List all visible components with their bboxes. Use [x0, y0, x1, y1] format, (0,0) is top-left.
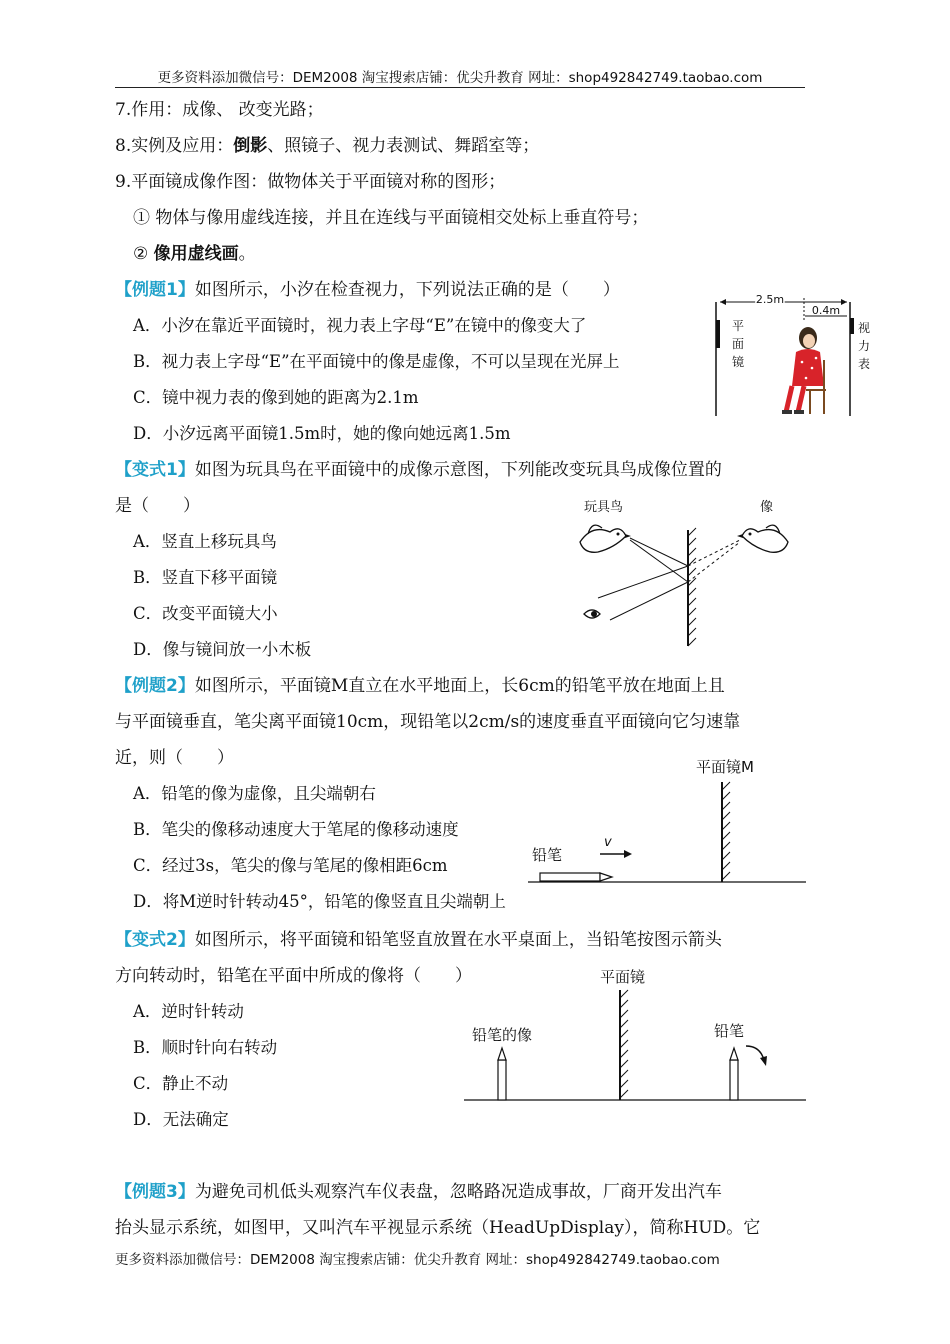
pencil-vertical-icon	[730, 1048, 738, 1100]
example-2-figure	[520, 750, 810, 890]
mirror-char-3: 镜	[732, 355, 745, 369]
bird-image-icon	[737, 525, 788, 552]
rule-2-marker: ②	[133, 244, 154, 264]
example-1-question: 如图所示，小汐在检查视力，下列说法正确的是（ ）	[194, 280, 620, 300]
example-2-option-b: B．笔尖的像移动速度大于笔尾的像移动速度	[133, 820, 459, 839]
item-9-rule-1: ① 物体与像用虚线连接，并且在连线与平面镜相交处标上垂直符号；	[133, 208, 649, 228]
example-1-tag: 【例题1】	[115, 280, 195, 300]
image-label: 像	[760, 500, 774, 515]
page-header: 更多资料添加微信号：DEM2008 淘宝搜索店铺：优尖升教育 网址：shop492842749.taobao.com	[157, 70, 763, 86]
mirror-m-label: 平面镜M	[696, 758, 754, 776]
pencil-horizontal-icon	[540, 873, 612, 881]
eye-icon	[584, 610, 600, 618]
item-8-rest: 、照镜子、视力表测试、舞蹈室等；	[267, 136, 540, 156]
example-3-stem	[115, 1180, 722, 1204]
mirror-char-2: 面	[732, 337, 745, 351]
example-1-option-b: B．视力表上字母“E”在平面镜中的像是虚像，不可以呈现在光屏上	[133, 352, 620, 371]
dist-25-label: 2.5m	[755, 293, 785, 306]
example-1-option-d: D．小汐远离平面镜1.5m时，她的像向她远离1.5m	[133, 424, 511, 443]
example-3-tag: 【例题3】	[115, 1182, 195, 1202]
dist-04-label: 0.4m	[811, 304, 841, 317]
example-2-stem-2: 与平面镜垂直，笔尖离平面镜10cm，现铅笔以2cm/s的速度垂直平面镜向它匀速靠	[115, 712, 741, 732]
item-7: 7.作用：成像、 改变光路；	[115, 100, 324, 120]
example-3-line-1: 为避免司机低头观察汽车仪表盘，忽略路况造成事故，厂商开发出汽车	[194, 1182, 722, 1202]
variant-2-option-d: D．无法确定	[133, 1110, 229, 1129]
variant-2-option-b: B．顺时针向右转动	[133, 1038, 278, 1057]
pencil-image-label: 铅笔的像	[472, 1026, 533, 1044]
example-2-option-d: D．将M逆时针转动45°，铅笔的像竖直且尖端朝上	[133, 892, 506, 911]
example-1-option-a: A．小汐在靠近平面镜时，视力表上字母“E”在镜中的像变大了	[133, 316, 587, 335]
variant-1-stem-2: 是（ ）	[115, 496, 200, 516]
example-1-option-c: C．镜中视力表的像到她的距离为2.1m	[133, 388, 419, 407]
variant-1-stem	[115, 458, 722, 482]
example-2-option-a: A．铅笔的像为虚像，且尖端朝右	[133, 784, 376, 803]
item-8-bold: 倒影	[233, 136, 268, 156]
chart-char-3: 表	[858, 357, 871, 371]
example-2-question-1: 如图所示，平面镜M直立在水平地面上，长6cm的铅笔平放在地面上且	[194, 676, 725, 696]
example-3-line-2: 抬头显示系统，如图甲，又叫汽车平视显示系统（HeadUpDisplay），简称HUD。它	[115, 1218, 761, 1238]
example-2-option-c: C．经过3s，笔尖的像与笔尾的像相距6cm	[133, 856, 448, 875]
example-2-tag: 【例题2】	[115, 676, 195, 696]
example-2-stem-3: 近，则（ ）	[115, 748, 234, 768]
variant-1-tag: 【变式1】	[115, 460, 195, 480]
item-9: 9.平面镜成像作图：做物体关于平面镜对称的图形；	[115, 172, 506, 192]
pencil-image-icon	[498, 1048, 506, 1100]
example-1-stem	[115, 278, 620, 302]
variant-2-question-1: 如图所示，将平面镜和铅笔竖直放置在水平桌面上，当铅笔按图示箭头	[194, 930, 722, 950]
example-1-figure	[712, 290, 880, 420]
variant-1-option-b: B．竖直下移平面镜	[133, 568, 278, 587]
pencil-label-2: 铅笔	[714, 1022, 745, 1040]
rule-2-bold: 像用虚线画	[153, 244, 239, 264]
variant-1-option-a: A．竖直上移玩具鸟	[133, 532, 277, 551]
variant-1-figure	[570, 494, 800, 664]
mirror-char-1: 平	[732, 319, 745, 333]
variant-2-tag: 【变式2】	[115, 930, 195, 950]
velocity-label: v	[604, 835, 612, 850]
item-9-rule-2	[133, 242, 256, 266]
variant-1-option-d: D．像与镜间放一小木板	[133, 640, 312, 659]
item-8	[115, 134, 539, 158]
example-2-stem	[115, 674, 725, 698]
rule-2-end: 。	[238, 244, 256, 264]
variant-2-stem	[115, 928, 722, 952]
plane-mirror-label: 平面镜	[600, 968, 646, 986]
variant-1-option-c: C．改变平面镜大小	[133, 604, 278, 623]
variant-1-question-1: 如图为玩具鸟在平面镜中的成像示意图，下列能改变玩具鸟成像位置的	[194, 460, 722, 480]
toy-bird-label: 玩具鸟	[584, 500, 624, 515]
pencil-label: 铅笔	[532, 846, 563, 864]
item-8-label: 8.实例及应用：	[115, 136, 234, 156]
toy-bird-icon	[580, 525, 631, 552]
chart-char-1: 视	[858, 321, 871, 335]
variant-2-option-c: C．静止不动	[133, 1074, 229, 1093]
chart-char-2: 力	[858, 339, 871, 353]
girl-on-chair-illustration	[782, 327, 826, 414]
variant-2-figure	[460, 960, 810, 1102]
variant-2-option-a: A．逆时针转动	[133, 1002, 244, 1021]
header-rule	[115, 87, 805, 88]
page-footer: 更多资料添加微信号：DEM2008 淘宝搜索店铺：优尖升教育 网址：shop492842749.taobao.com	[115, 1252, 720, 1268]
variant-2-stem-2: 方向转动时，铅笔在平面中所成的像将（ ）	[115, 966, 472, 986]
